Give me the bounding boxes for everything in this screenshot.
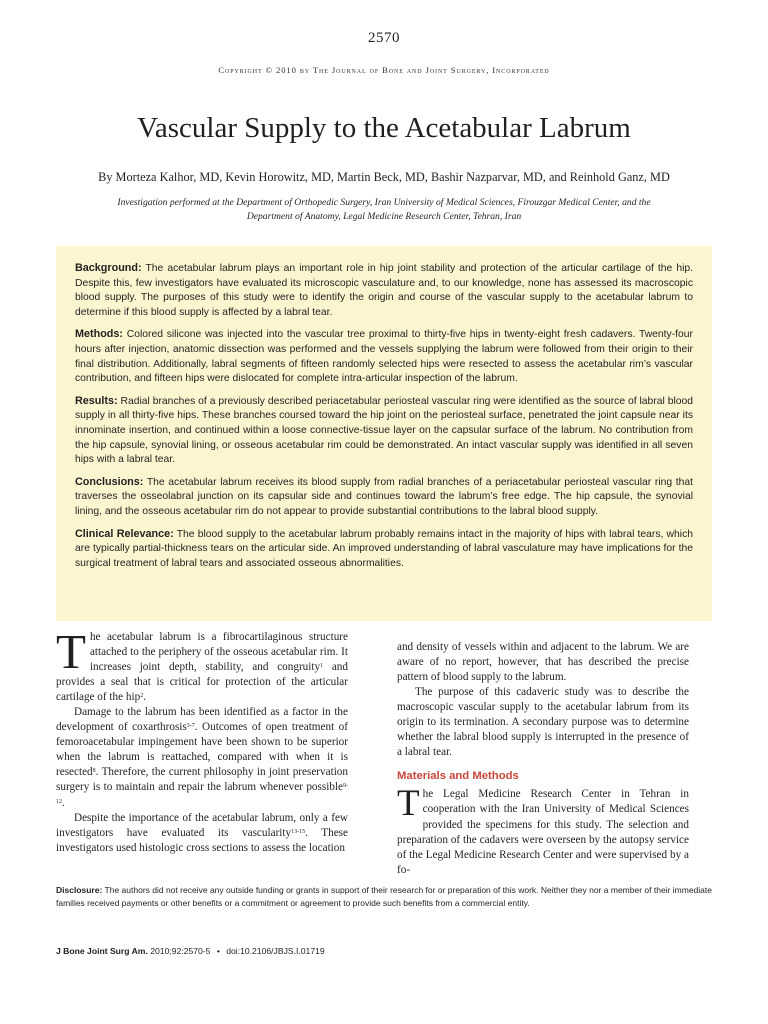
methods-body-text: he Legal Medicine Research Center in Tehran in cooperation with the Iran University of Medical Sciences provided the specimens for this study. The selection and preparation of the cadavers were overseen by the autopsy service of the Legal Medicine Research Center and were supervised by a fo-: [397, 788, 689, 876]
abstract-results: [75, 394, 693, 468]
disclosure-text: The authors did not receive any outside funding or grants in support of their research for or preparation of this work. Neither they nor a member of their immediate families received payments or other benefits or a commitment or agreement to provide such benefits from a commercial entity.: [56, 885, 712, 908]
intro-paragraph-4: and density of vessels within and adjacent to the labrum. We are aware of no report, however, that has described the precise pattern of blood supply to the labrum.: [397, 641, 689, 684]
intro-text: . Outcomes of open treatment of femoroacetabular impingement have been shown to be superior when the labrum is reattached, compared with when it is resected: [56, 721, 348, 779]
abstract-box: [56, 246, 712, 621]
intro-text: and provides a seal that is critical for protection of the articular cartilage of the hip: [56, 661, 348, 704]
disclosure-note: [56, 884, 712, 910]
clinical-relevance-text: The blood supply to the acetabular labrum probably remains intact in the majority of hips with labral tears, which are typically partial-thickness tears on the articular side. An improved understanding of labral vasculature may have implications for the surgical treatment of labral tears and associated osseous abnormalities.: [75, 528, 694, 569]
methods-text: Colored silicone was injected into the vascular tree proximal to thirty-five hips in twenty-eight fresh cadavers. Twenty-four hours after injection, anatomic dissection was performed and the vessels supplying the labrum were followed from their origin to their final distribution. Additionally, labral segments of fifteen randomly selected hips were resected to assess the acetabular rim’s vascular contribution, and fifteen hips were dislocated for complete intra-articular inspection of the labrum.: [75, 329, 693, 385]
intro-paragraph-1: [56, 624, 348, 705]
citation-ref: 9-12: [56, 783, 348, 805]
intro-text: . Therefore, the current philosophy in joint preservation surgery is to maintain and repair the labrum whenever possible: [56, 766, 348, 794]
citation-separator: •: [216, 946, 220, 956]
citation-ref: 3-7: [186, 723, 195, 730]
page-number: 2570: [368, 30, 400, 46]
citation-ref: 2: [140, 693, 144, 700]
intro-text: .: [62, 796, 65, 809]
intro-paragraph-2: [56, 705, 348, 810]
results-label: Results:: [75, 394, 118, 407]
abstract-background: [75, 261, 693, 320]
section-heading-methods: Materials and Methods: [397, 770, 519, 783]
article-title: Vascular Supply to the Acetabular Labrum: [137, 112, 631, 144]
citation-ref: 1: [320, 663, 324, 670]
conclusions-label: Conclusions:: [75, 475, 144, 488]
methods-paragraph-1: [397, 783, 689, 877]
intro-text: Despite the importance of the acetabular labrum, only a few investigators have evaluated its vascularity: [56, 811, 348, 839]
abstract-conclusions: [75, 475, 693, 520]
abstract-methods: [75, 327, 693, 386]
purpose-paragraph: The purpose of this cadaveric study was to describe the macroscopic vascular supply to the acetabular labrum from its origin to its termination. A secondary purpose was to determine whether the labral blood supply is interrupted in the presence of a labral tear.: [397, 686, 689, 759]
body-column-left: [56, 624, 348, 856]
affiliation: Investigation performed at the Department of Orthopedic Surgery, Iran University of Medical Sciences, Firouzgar Medical Center, and the Department of Anatomy, Legal Medicine Research Center, Tehran, Iran: [117, 197, 651, 222]
intro-text: Damage to the labrum has been identified as a factor in the development of coxarthrosis: [56, 706, 348, 734]
copyright-line: Copyright © 2010 by The Journal of Bone and Joint Surgery, Incorporated: [218, 65, 550, 75]
abstract-clinical-relevance: [75, 527, 693, 572]
intro-text: . These investigators used histologic cross sections to assess the location: [56, 826, 348, 854]
clinical-relevance-label: Clinical Relevance:: [75, 527, 174, 540]
methods-label: Methods:: [75, 328, 123, 341]
disclosure-label: Disclosure:: [56, 885, 103, 895]
drop-cap: T: [56, 624, 86, 679]
results-text: Radial branches of a previously described periacetabular periosteal vascular ring were identified as the source of labral blood supply in all thirty-five hips. These branches coursed toward the hip joint on the periosteal surface, penetrated the joint capsule near its innominate insertion, and continued within a loose connective-tissue layer on the capsular surface of the labrum. No contribution from the hip capsule, synovial lining, or osseous acetabular rim could be demonstrated. An intact vascular supply was identified in all seven hips with a labral tear.: [75, 395, 694, 466]
journal-citation: [56, 946, 712, 956]
doi-link[interactable]: doi:10.2106/JBJS.I.01719: [226, 946, 325, 956]
drop-cap: T: [397, 783, 420, 825]
background-label: Background:: [75, 262, 142, 274]
citation-ref: 8: [92, 768, 96, 775]
journal-volume: 2010;92:2570-5: [150, 946, 211, 956]
journal-name: J Bone Joint Surg Am.: [56, 946, 148, 956]
citation-ref: 13-15: [291, 828, 306, 835]
intro-text: he acetabular labrum is a fibrocartilaginous structure attached to the periphery of the osseous acetabular rim. It increases joint depth, stability, and congruity: [89, 631, 348, 674]
body-column-right: [397, 640, 689, 878]
author-list: By Morteza Kalhor, MD, Kevin Horowitz, MD, Martin Beck, MD, Bashir Nazparvar, MD, and Reinhold Ganz, MD: [98, 170, 670, 184]
intro-text: .: [143, 691, 146, 704]
intro-paragraph-3: [56, 811, 348, 856]
background-text: The acetabular labrum plays an important role in hip joint stability and protection of the articular cartilage of the hip. Despite this, few investigators have evaluated its microscopic vasculature and, to our knowledge, none has assessed its macroscopic blood supply. The purposes of this study were to identify the origin and course of the vascular supply to the acetabular labrum to determine if this blood supply is affected by a labral tear.: [75, 263, 694, 318]
conclusions-text: The acetabular labrum receives its blood supply from radial branches of a periacetabular periosteal vascular ring that traverses the osseolabral junction on its capsular side and continues toward the labrum’s free edge. The hip capsule, the synovial lining, and the osseous acetabular rim do not appear to provide substantial contributions to the labral blood supply.: [75, 476, 694, 517]
